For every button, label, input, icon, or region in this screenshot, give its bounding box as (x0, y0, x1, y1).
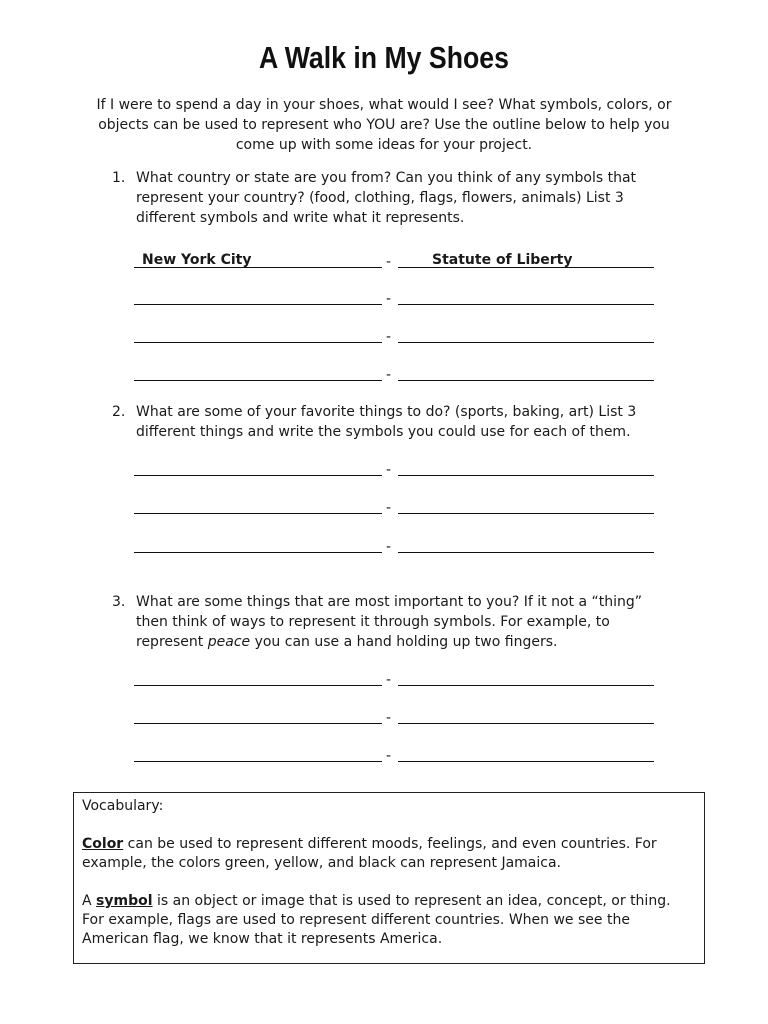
answer-row (134, 323, 656, 343)
question-text-part: What are some things that are most important to you? If it not a “thing” then think of ways to represent it through symbols. For example, to represent (136, 594, 643, 650)
vocabulary-box (73, 792, 705, 964)
question-number: 3. (112, 594, 126, 610)
answer-blank-left[interactable] (134, 723, 382, 724)
question-number: 2. (112, 404, 126, 420)
answer-blank-left[interactable] (134, 380, 382, 381)
dash-separator: - (386, 291, 392, 307)
answer-blank-left[interactable] (134, 513, 382, 514)
color-definition (82, 835, 696, 873)
dash-separator: - (386, 500, 392, 516)
answer-row-example (134, 248, 656, 268)
emphasized-word: peace (207, 634, 251, 650)
answer-row (134, 533, 656, 553)
page-title: A Walk in My Shoes (259, 40, 509, 75)
question-3 (112, 592, 672, 652)
example-answer-left: New York City (142, 252, 252, 268)
answer-blank-left[interactable] (134, 685, 382, 686)
vocabulary-heading: Vocabulary: (82, 798, 164, 814)
term-symbol: symbol (96, 893, 153, 909)
dash-separator: - (386, 329, 392, 345)
dash-separator: - (386, 672, 392, 688)
question-1 (112, 168, 672, 228)
dash-separator: - (386, 254, 392, 270)
question-text: What are some of your favorite things to do? (sports, baking, art) List 3 different things and write the symbols you could use for each of them. (136, 404, 637, 440)
dash-separator: - (386, 710, 392, 726)
answer-blank-left[interactable] (134, 761, 382, 762)
answer-blank-left[interactable] (134, 475, 382, 476)
answer-blank-right[interactable] (398, 761, 654, 762)
dash-separator: - (386, 462, 392, 478)
answer-blank-right[interactable] (398, 513, 654, 514)
answer-row (134, 666, 656, 686)
answer-blank-right[interactable] (398, 342, 654, 343)
color-definition-text: can be used to represent different moods, feelings, and even countries. For example, the colors green, yellow, and black can represent Jamaica. (82, 836, 657, 871)
answer-blank-right[interactable] (398, 380, 654, 381)
dash-separator: - (386, 367, 392, 383)
answer-row (134, 704, 656, 724)
dash-separator: - (386, 539, 392, 555)
answer-blank-left[interactable] (134, 552, 382, 553)
answer-row (134, 285, 656, 305)
question-number: 1. (112, 170, 126, 186)
answer-row (134, 742, 656, 762)
answer-blank-right[interactable] (398, 723, 654, 724)
example-answer-right: Statute of Liberty (432, 252, 573, 268)
intro-text: If I were to spend a day in your shoes, what would I see? What symbols, colors, or objects can be used to represent who YOU are? Use the outline below to help you come up with some ideas for your project. (96, 97, 672, 153)
answer-row (134, 456, 656, 476)
answer-blank-right[interactable] (398, 475, 654, 476)
question-text: What country or state are you from? Can you think of any symbols that represent your country? (food, clothing, flags, flowers, animals) List 3 different symbols and write what it represents. (136, 170, 637, 226)
symbol-prefix: A (82, 893, 97, 909)
answer-row (134, 361, 656, 381)
symbol-definition-text: is an object or image that is used to represent an idea, concept, or thing. For example, flags are used to represent different countries. When we see the American flag, we know that it represents America. (82, 893, 671, 947)
answer-row (134, 494, 656, 514)
question-text (136, 592, 672, 652)
answer-blank-left[interactable] (134, 304, 382, 305)
dash-separator: - (386, 748, 392, 764)
answer-blank-right[interactable] (398, 685, 654, 686)
question-2 (112, 402, 672, 442)
answer-blank-right[interactable] (398, 304, 654, 305)
question-text-part: you can use a hand holding up two fingers. (250, 634, 558, 650)
symbol-definition (82, 892, 696, 949)
answer-blank-right[interactable] (398, 552, 654, 553)
answer-blank-left[interactable] (134, 342, 382, 343)
term-color: Color (82, 836, 124, 852)
